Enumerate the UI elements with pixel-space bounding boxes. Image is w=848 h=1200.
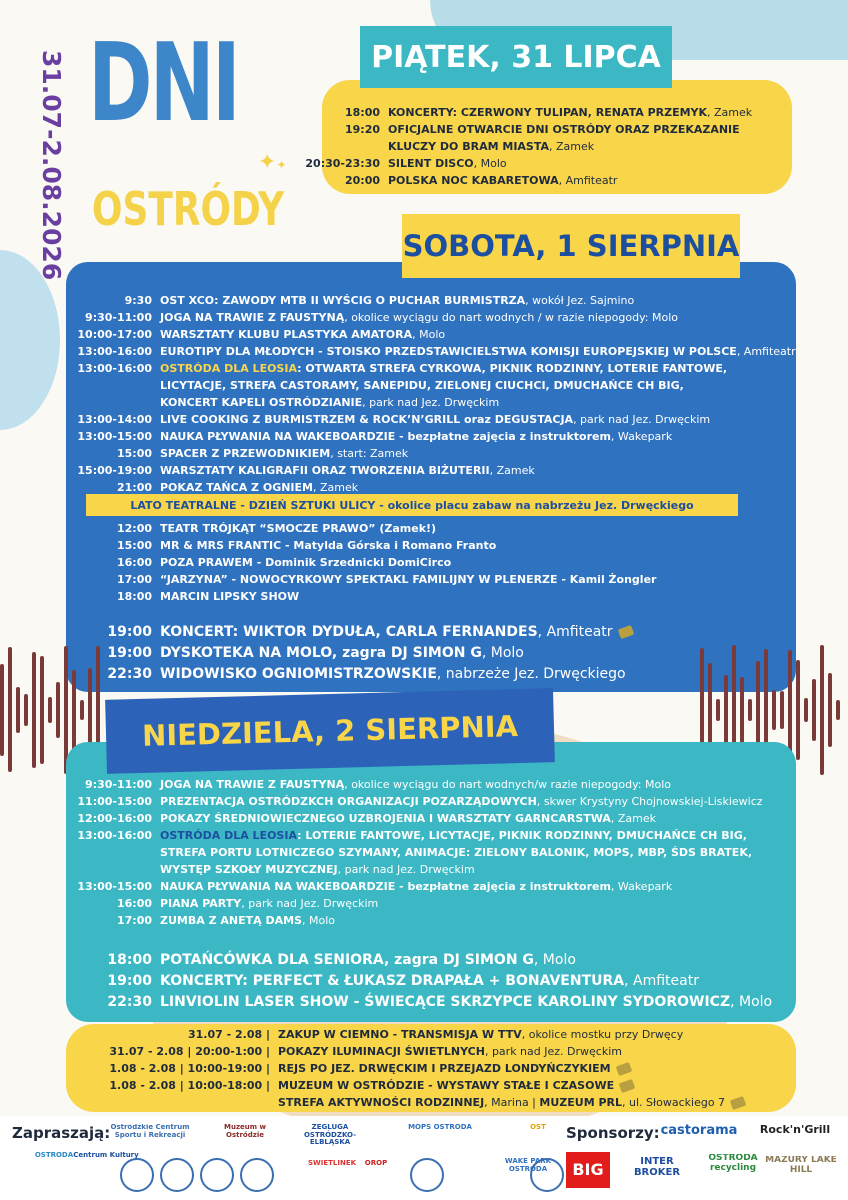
event-place: , Zamek <box>707 106 753 119</box>
event-time: 22:30 <box>107 666 152 682</box>
schedule-row <box>62 793 763 810</box>
sponsor-logo: BIG <box>566 1152 610 1188</box>
wave-bar <box>8 647 12 772</box>
event-place: , Amfiteatr <box>537 624 613 640</box>
event-description <box>160 971 699 992</box>
event-place: , park nad Jez. Drwęckim <box>241 897 379 910</box>
event-title: WYSTĘP SZKOŁY MUZYCZNEJ <box>160 863 338 876</box>
schedule-row <box>62 411 796 428</box>
title-dni: DNI <box>88 21 238 146</box>
event-time <box>100 1094 278 1111</box>
event-title: KONCERT KAPELI OSTRÓDZIANIE <box>160 396 363 409</box>
event-time: 19:00 <box>107 624 152 640</box>
event-time: 22:30 <box>107 994 152 1010</box>
event-time: 13:00-16:00 <box>77 829 152 842</box>
event-description <box>278 1094 745 1111</box>
schedule-row <box>62 622 633 643</box>
wave-bar <box>0 664 4 755</box>
event-time: 13:00-16:00 <box>77 362 152 375</box>
event-time: 13:00-15:00 <box>77 880 152 893</box>
friday-title: PIĄTEK, 31 LIPCA <box>360 26 672 88</box>
schedule-row <box>62 428 796 445</box>
event-title: : LOTERIE FANTOWE, LICYTACJE, PIKNIK RODZINNY, DMUCHAŃCE CH BIG, <box>297 829 747 842</box>
event-time: 15:00 <box>116 539 152 552</box>
event-title: : OTWARTA STREFA CYRKOWA, PIKNIK RODZINNY, LOTERIE FANTOWE, <box>297 362 728 375</box>
wave-bar <box>796 660 800 761</box>
event-description <box>160 827 747 844</box>
event-description <box>160 428 672 445</box>
event-title: POKAZY ILUMINACJI ŚWIETLNYCH <box>278 1045 485 1058</box>
event-title: POLSKA NOC KABARETOWA <box>388 174 559 187</box>
event-description <box>388 121 740 138</box>
event-description <box>160 950 576 971</box>
event-description <box>160 309 678 326</box>
event-time: 20:00 <box>344 174 380 187</box>
event-description <box>160 878 672 895</box>
schedule-row <box>62 878 763 895</box>
schedule-row <box>62 537 656 554</box>
schedule-row <box>100 1077 745 1094</box>
partner-logo: OROP <box>364 1160 388 1167</box>
event-time: 10:00-17:00 <box>77 328 152 341</box>
event-description <box>160 643 524 664</box>
event-time: 15:00-19:00 <box>77 464 152 477</box>
schedule-row <box>62 360 796 377</box>
event-title: REJS PO JEZ. DRWĘCKIM I PRZEJAZD LONDYŃCZYKIEM <box>278 1062 611 1075</box>
event-title: PREZENTACJA OSTRÓDZKCH ORGANIZACJI POZARZĄDOWYCH <box>160 795 537 808</box>
event-place: , okolice mostku przy Drwęcy <box>521 1028 684 1041</box>
wave-bar <box>780 691 784 729</box>
event-time: 21:00 <box>116 481 152 494</box>
event-time: 31.07 - 2.08 | 20:00-1:00 | <box>109 1045 270 1058</box>
schedule-row <box>62 950 772 971</box>
vertical-dates <box>18 40 78 281</box>
schedule-row <box>62 343 796 360</box>
event-place: , Molo <box>481 645 524 661</box>
schedule-row <box>62 326 796 343</box>
event-title: WIDOWISKO OGNIOMISTRZOWSKIE <box>160 666 437 682</box>
event-place: , Zamek <box>313 481 359 494</box>
event-description <box>160 895 378 912</box>
event-time: 1.08 - 2.08 | 10:00-18:00 | <box>109 1079 270 1092</box>
event-description <box>388 155 507 172</box>
schedule-row <box>62 643 633 664</box>
event-title: OFICJALNE OTWARCIE DNI OSTRÓDY ORAZ PRZEKAZANIE <box>388 123 740 136</box>
event-time <box>62 844 160 861</box>
event-title: KONCERT: WIKTOR DYDUŁA, CARLA FERNANDES <box>160 624 538 640</box>
wave-bar <box>16 687 20 733</box>
event-description <box>160 912 335 929</box>
event-highlight: OSTRÓDA DLA LEOSIA <box>160 829 298 842</box>
title-ostrody: OSTRÓDY <box>92 182 285 236</box>
event-time <box>62 394 160 411</box>
event-title: EUROTIPY DLA MŁODYCH - STOISKO PRZEDSTAWICIELSTWA KOMISJI EUROPEJSKIEJ W POLSCE <box>160 345 737 358</box>
event-place: , Zamek <box>610 812 657 825</box>
schedule-row <box>100 1043 745 1060</box>
event-description <box>160 793 763 810</box>
schedule-row <box>100 1094 745 1111</box>
sparkle-icon: ✦✦ <box>258 150 287 175</box>
event-title: SILENT DISCO <box>388 157 474 170</box>
schedule-row <box>290 104 752 121</box>
event-description <box>160 343 796 360</box>
schedule-row <box>100 1026 745 1043</box>
schedule-row <box>290 155 752 172</box>
event-time <box>62 377 160 394</box>
extras-schedule <box>100 1026 745 1111</box>
event-description <box>160 445 408 462</box>
friday-schedule <box>290 104 752 189</box>
event-place: , park nad Jez. Drwęckim <box>337 863 475 876</box>
schedule-row <box>290 172 752 189</box>
event-title: MR & MRS FRANTIC - Matylda Górska i Romano Franto <box>160 539 497 552</box>
wave-bar <box>836 700 840 721</box>
event-title: POKAZ TAŃCA Z OGNIEM <box>160 481 313 494</box>
event-description <box>160 360 727 377</box>
partner-emblem-icon <box>200 1158 234 1192</box>
event-place: , okolice wyciągu do nart wodnych / w razie niepogody: Molo <box>344 311 678 324</box>
partner-logo: Muzeum w Ostródzie <box>224 1124 266 1139</box>
event-time: 31.07 - 2.08 | <box>187 1028 270 1041</box>
event-description <box>160 394 499 411</box>
event-description <box>160 571 656 588</box>
event-title: KONCERTY: CZERWONY TULIPAN, RENATA PRZEMYK <box>388 106 708 119</box>
saturday-evening-schedule <box>62 622 633 685</box>
partner-emblem-icon <box>530 1158 564 1192</box>
event-title: KLUCZY DO BRAM MIASTA <box>388 140 550 153</box>
event-title: NAUKA PŁYWANIA NA WAKEBOARDZIE - bezpłatne zajęcia z instruktorem <box>160 430 611 443</box>
event-time: 17:00 <box>116 573 152 586</box>
partner-logo: Centrum Kultury <box>73 1152 139 1159</box>
partner-logo: Ostródzkie Centrum Sportu i Rekreacji <box>110 1124 190 1139</box>
event-title: JOGA NA TRAWIE Z FAUSTYNĄ <box>160 778 345 791</box>
schedule-row <box>62 827 763 844</box>
event-title: STREFA AKTYWNOŚCI RODZINNEJ <box>278 1096 485 1109</box>
partner-logo: OST <box>530 1124 546 1131</box>
event-description <box>160 776 671 793</box>
wave-bar <box>740 677 744 742</box>
event-description <box>388 104 752 121</box>
wave-bar <box>772 690 776 730</box>
event-place: , Wakepark <box>610 430 673 443</box>
event-place: , wokół Jez. Sajmino <box>525 294 635 307</box>
ticket-icon <box>615 1062 632 1076</box>
schedule-row <box>62 445 796 462</box>
event-title: NAUKA PŁYWANIA NA WAKEBOARDZIE - bezpłatne zajęcia z instruktorem <box>160 880 611 893</box>
event-place: , park nad Jez. Drwęckim <box>573 413 711 426</box>
ticket-icon <box>730 1096 747 1110</box>
invite-label: Zapraszają: <box>12 1124 111 1142</box>
street-events-schedule <box>62 520 656 605</box>
event-time: 20:30-23:30 <box>305 157 380 170</box>
schedule-row <box>62 861 763 878</box>
wave-bar <box>24 694 28 726</box>
event-time: 9:30-11:00 <box>85 311 152 324</box>
event-time: 1.08 - 2.08 | 10:00-19:00 | <box>109 1062 270 1075</box>
event-title: LICYTACJE, STREFA CASTORAMY, SANEPIDU, ZIELONEJ CIUCHCI, DMUCHAŃCE CH BIG, <box>160 379 684 392</box>
event-description <box>160 810 656 827</box>
partner-logo: MOPS OSTRÓDA <box>408 1124 472 1131</box>
event-title: LIVE COOKING Z BURMISTRZEM & ROCK’N’GRILL oraz DEGUSTACJA <box>160 413 574 426</box>
schedule-row <box>62 664 633 685</box>
event-title: “JARZYNA” - NOWOCYRKOWY SPEKTAKL FAMILIJNY W PLENERZE - Kamil Żongler <box>160 573 657 586</box>
event-place: , Molo <box>730 994 773 1010</box>
event-place: , nabrzeże Jez. Drwęckiego <box>436 666 626 682</box>
event-time: 13:00-14:00 <box>77 413 152 426</box>
event-time: 19:00 <box>107 645 152 661</box>
sunday-title: NIEDZIELA, 2 SIERPNIA <box>105 688 555 774</box>
event-title: MUZEUM W OSTRÓDZIE - WYSTAWY STAŁE I CZASOWE <box>278 1079 615 1092</box>
wave-bar <box>88 668 92 751</box>
event-time: 16:00 <box>116 556 152 569</box>
partner-emblem-icon <box>410 1158 444 1192</box>
event-time: 15:00 <box>116 447 152 460</box>
partner-logo: WAKE PARK OSTRÓDA <box>504 1158 552 1173</box>
wave-bar <box>812 679 816 741</box>
schedule-row <box>62 810 763 827</box>
wave-bar <box>40 656 44 763</box>
event-title: MARCIN LIPSKY SHOW <box>160 590 300 603</box>
event-title: OST XCO: ZAWODY MTB II WYŚCIG O PUCHAR BURMISTRZA <box>160 294 526 307</box>
event-place: , park nad Jez. Drwęckim <box>362 396 500 409</box>
event-time: 9:30 <box>124 294 152 307</box>
event-time: 18:00 <box>107 952 152 968</box>
event-title: WARSZTATY KLUBU PLASTYKA AMATORA <box>160 328 413 341</box>
wave-bar <box>820 645 824 775</box>
ticket-icon <box>619 1079 636 1093</box>
event-place: , okolice wyciągu do nart wodnych/w razie niepogody: Molo <box>344 778 672 791</box>
event-title: POZA PRAWEM - Dominik Srzednicki DomiCirco <box>160 556 452 569</box>
schedule-row <box>62 912 763 929</box>
event-highlight: OSTRÓDA DLA LEOSIA <box>160 362 298 375</box>
schedule-row <box>62 520 656 537</box>
schedule-row <box>62 377 796 394</box>
event-title: PIANA PARTY <box>160 897 242 910</box>
event-time: 9:30-11:00 <box>85 778 152 791</box>
event-description <box>160 537 496 554</box>
event-time: 16:00 <box>116 897 152 910</box>
event-description <box>278 1043 622 1060</box>
schedule-row <box>62 292 796 309</box>
event-title: ZAKUP W CIEMNO - TRANSMISJA W TTV <box>278 1028 522 1041</box>
event-description <box>160 520 436 537</box>
sponsor-logo: MAZURY LAKE HILL <box>765 1156 837 1175</box>
wave-bar <box>804 698 808 722</box>
schedule-row <box>62 309 796 326</box>
schedule-row <box>62 844 763 861</box>
event-description <box>160 292 634 309</box>
lato-teatralne-banner: LATO TEATRALNE - DZIEŃ SZTUKI ULICY - okolice placu zabaw na nabrzeżu Jez. Drwęckiego <box>86 494 738 516</box>
event-time <box>290 138 388 155</box>
schedule-row <box>62 571 656 588</box>
event-time: 17:00 <box>116 914 152 927</box>
event-place: , Amfiteatr <box>736 345 796 358</box>
schedule-row <box>62 394 796 411</box>
event-description <box>278 1060 631 1077</box>
event-place: , Zamek <box>549 140 595 153</box>
event-title: LINVIOLIN LASER SHOW - ŚWIECĄCE SKRZYPCE KAROLINY SYDOROWICZ <box>160 994 731 1010</box>
wave-bar <box>724 675 728 745</box>
event-title: POTAŃCÓWKA DLA SENIORA, zagra DJ SIMON G <box>160 952 534 968</box>
event-description <box>160 462 535 479</box>
event-title: DYSKOTEKA NA MOLO, zagra DJ SIMON G <box>160 645 482 661</box>
event-description <box>160 861 475 878</box>
event-place: , Marina | <box>484 1096 540 1109</box>
partner-emblem-icon <box>240 1158 274 1192</box>
event-title: KONCERTY: PERFECT & ŁUKASZ DRAPAŁA + BONAVENTURA <box>160 973 625 989</box>
event-description <box>160 377 684 394</box>
event-title: POKAZY ŚREDNIOWIECZNEGO UZBROJENIA I WARSZTATY GARNCARSTWA <box>160 812 611 825</box>
sponsor-logo: castorama <box>660 1124 738 1138</box>
wave-bar <box>748 699 752 722</box>
event-time: 12:00 <box>116 522 152 535</box>
sponsors-label: Sponsorzy: <box>566 1124 660 1142</box>
ticket-icon <box>617 625 634 639</box>
saturday-schedule <box>62 292 796 496</box>
schedule-row <box>62 554 656 571</box>
event-description <box>160 622 633 643</box>
schedule-row <box>62 588 656 605</box>
event-description <box>388 138 594 155</box>
event-title: JOGA NA TRAWIE Z FAUSTYNĄ <box>160 311 345 324</box>
wave-bar <box>56 682 60 737</box>
event-title: STREFA PORTU LOTNICZEGO SZYMANY, ANIMACJE: ZIELONY BALONIK, MOPS, MBP, ŚDS BRATEK, <box>160 846 753 859</box>
sponsor-logo: OSTRÓDA recycling <box>708 1154 758 1173</box>
wave-bar <box>32 652 36 767</box>
event-place: , Molo <box>473 157 507 170</box>
event-description <box>160 554 451 571</box>
event-time: 18:00 <box>116 590 152 603</box>
event-description <box>160 664 626 685</box>
schedule-row <box>62 992 772 1013</box>
event-place: , Amfiteatr <box>558 174 618 187</box>
event-place: , Molo <box>412 328 446 341</box>
event-place: , Molo <box>301 914 335 927</box>
partner-logo: ŻEGLUGA OSTRÓDZKO-ELBLĄSKA <box>303 1124 357 1147</box>
schedule-row <box>62 971 772 992</box>
dates-text: 31.07-2.08.2026 <box>37 50 66 281</box>
event-place: , skwer Krystyny Chojnowskiej-Liskiewicz <box>536 795 763 808</box>
event-description <box>278 1077 634 1094</box>
wave-bar <box>828 673 832 747</box>
event-description <box>160 844 752 861</box>
wave-bar <box>48 697 52 724</box>
event-description <box>278 1026 683 1043</box>
sunday-evening-schedule <box>62 950 772 1013</box>
event-time <box>62 861 160 878</box>
partner-logo: OSTRÓDA <box>34 1152 74 1159</box>
event-place: , Amfiteatr <box>624 973 699 989</box>
event-description <box>160 588 299 605</box>
sponsor-logo: Rock'n'Grill <box>759 1124 831 1136</box>
event-title-2: MUZEUM PRL <box>539 1096 623 1109</box>
event-place-2: , ul. Słowackiego 7 <box>622 1096 726 1109</box>
event-place: , start: Zamek <box>330 447 409 460</box>
event-title: WARSZTATY KALIGRAFII ORAZ TWORZENIA BIŻUTERII <box>160 464 490 477</box>
schedule-row <box>290 138 752 155</box>
schedule-row <box>62 895 763 912</box>
event-title: TEATR TRÓJKĄT “SMOCZE PRAWO” (Zamek!) <box>160 522 437 535</box>
wave-bar <box>72 670 76 751</box>
event-place: , park nad Jez. Drwęckim <box>484 1045 622 1058</box>
event-time: 11:00-15:00 <box>77 795 152 808</box>
event-description <box>160 326 445 343</box>
partner-logo: ŚWIETLINEK <box>307 1160 357 1167</box>
event-title: ZUMBA Z ANETĄ DAMS <box>160 914 302 927</box>
sponsor-logo: INTER BROKER <box>633 1156 681 1178</box>
event-time: 13:00-15:00 <box>77 430 152 443</box>
event-description <box>388 172 617 189</box>
event-time: 13:00-16:00 <box>77 345 152 358</box>
event-time: 19:20 <box>344 123 380 136</box>
saturday-title: SOBOTA, 1 SIERPNIA <box>402 214 740 278</box>
event-description <box>160 411 710 428</box>
event-time: 12:00-16:00 <box>77 812 152 825</box>
event-place: , Zamek <box>489 464 535 477</box>
wave-bar <box>716 699 720 720</box>
schedule-row <box>100 1060 745 1077</box>
sunday-schedule <box>62 776 763 929</box>
event-time: 18:00 <box>344 106 380 119</box>
event-title: SPACER Z PRZEWODNIKIEM <box>160 447 331 460</box>
partner-emblem-icon <box>120 1158 154 1192</box>
event-place: , Wakepark <box>610 880 673 893</box>
event-time: 19:00 <box>107 973 152 989</box>
schedule-row <box>62 776 763 793</box>
event-place: , Molo <box>533 952 576 968</box>
partner-emblem-icon <box>160 1158 194 1192</box>
schedule-row <box>62 462 796 479</box>
wave-bar <box>80 700 84 720</box>
schedule-row <box>290 121 752 138</box>
event-description <box>160 992 772 1013</box>
